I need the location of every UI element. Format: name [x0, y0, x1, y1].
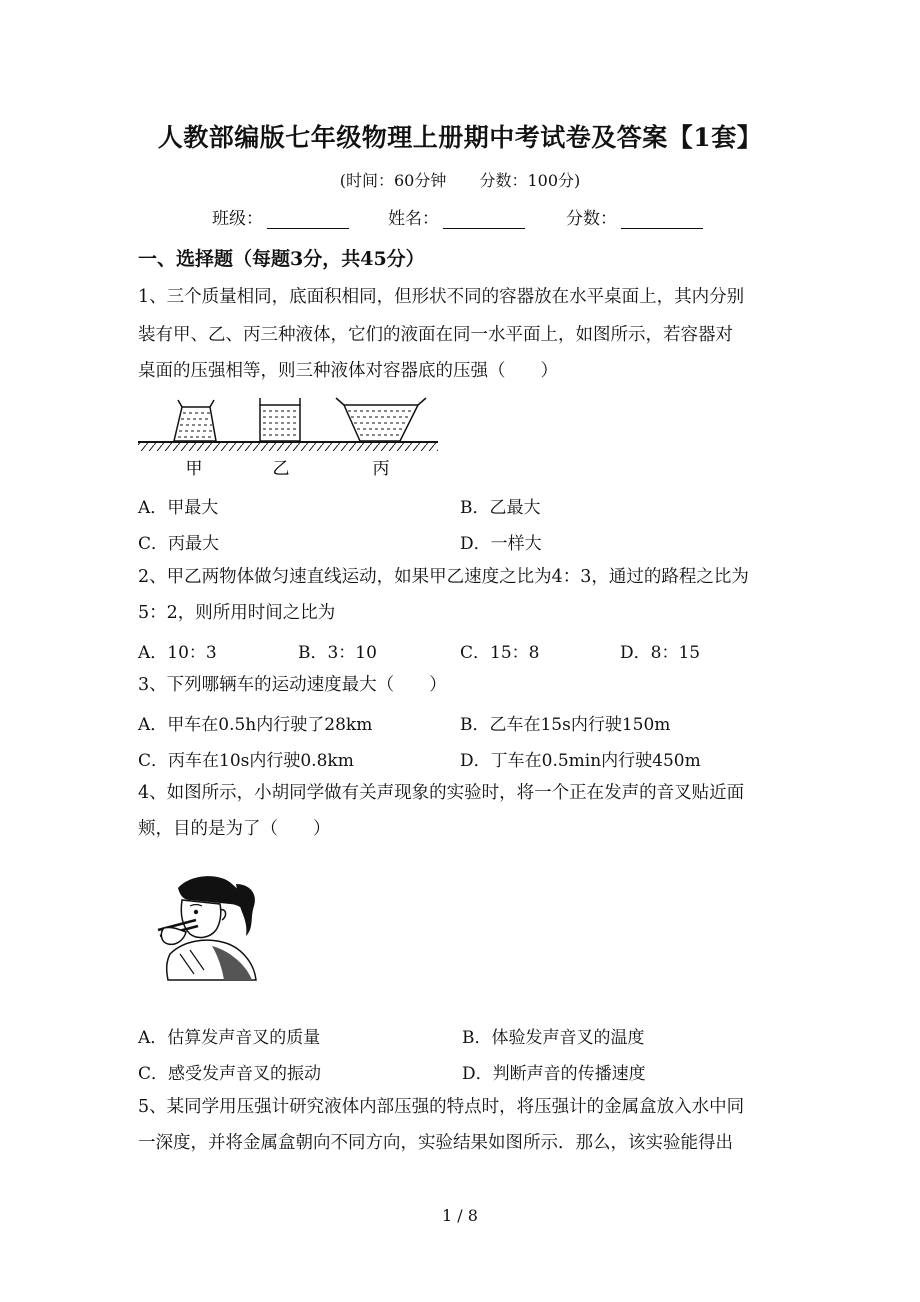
q2-line: 2、甲乙两物体做匀速直线运动，如果甲乙速度之比为4：3，通过的路程之比为: [138, 567, 749, 587]
name-field[interactable]: [388, 204, 525, 229]
tuning-fork-figure: [150, 870, 260, 985]
name-blank[interactable]: [443, 210, 525, 229]
exam-score: 分数：100分): [479, 171, 581, 190]
score-blank[interactable]: [621, 210, 703, 229]
q4-option-b[interactable]: B．体验发声音叉的温度: [462, 1028, 645, 1048]
ground-hatch: [138, 443, 438, 451]
ponytail-shape: [236, 884, 255, 936]
figure-label-yi: 乙: [272, 459, 290, 479]
page-number: 1 / 8: [442, 1206, 478, 1225]
name-label: 姓名：: [388, 209, 439, 229]
q5-line: 5、某同学用压强计研究液体内部压强的特点时，将压强计的金属盒放入水中同: [138, 1097, 745, 1117]
score-field[interactable]: [566, 204, 703, 229]
q1-option-b[interactable]: B．乙最大: [460, 498, 541, 518]
q4-line: 4、如图所示，小胡同学做有关声现象的实验时，将一个正在发声的音叉贴近面: [138, 783, 745, 803]
q3-option-a[interactable]: A．甲车在0.5h内行驶了28km: [138, 715, 373, 735]
q1-option-a[interactable]: A．甲最大: [138, 498, 219, 518]
containers-figure: [138, 395, 438, 480]
container-bing: [336, 398, 426, 441]
q3-line: 3、下列哪辆车的运动速度最大（ ）: [138, 675, 447, 695]
exam-meta: [0, 168, 920, 191]
q4-option-d[interactable]: D．判断声音的传播速度: [462, 1064, 646, 1084]
q5-line: 一深度，并将金属盒朝向不同方向，实验结果如图所示．那么，该实验能得出: [138, 1133, 733, 1153]
q1-line: 装有甲、乙、丙三种液体，它们的液面在同一水平面上，如图所示，若容器对: [138, 325, 733, 345]
q1-option-d[interactable]: D．一样大: [460, 534, 542, 554]
q4-option-c[interactable]: C．感受发声音叉的振动: [138, 1064, 322, 1084]
exam-time: (时间：60分钟: [339, 171, 447, 190]
figure-label-jia: 甲: [185, 459, 203, 479]
page-title: 人教部编版七年级物理上册期中考试卷及答案【1套】: [157, 123, 763, 152]
q3-option-c[interactable]: C．丙车在10s内行驶0.8km: [138, 751, 354, 771]
container-jia: [174, 400, 216, 441]
q2-option-d[interactable]: D．8：15: [620, 643, 701, 663]
eye-icon: [194, 910, 198, 914]
q3-option-d[interactable]: D．丁车在0.5min内行驶450m: [460, 751, 701, 771]
q4-line: 颊，目的是为了（ ）: [138, 819, 331, 839]
q4-option-a[interactable]: A．估算发声音叉的质量: [138, 1028, 321, 1048]
q1-line: 1、三个质量相同，底面积相同，但形状不同的容器放在水平桌面上，其内分别: [138, 287, 745, 307]
q2-option-b[interactable]: B．3：10: [298, 643, 377, 663]
q2-line: 5：2，则所用时间之比为: [138, 603, 336, 623]
section-title: 一、选择题（每题3分，共45分）: [138, 248, 425, 270]
q1-line: 桌面的压强相等，则三种液体对容器底的压强（ ）: [138, 361, 558, 381]
class-label: 班级：: [212, 209, 263, 229]
figure-label-bing: 丙: [372, 459, 390, 479]
score-label: 分数：: [566, 209, 617, 229]
q1-option-c[interactable]: C．丙最大: [138, 534, 220, 554]
q2-option-a[interactable]: A．10：3: [138, 643, 217, 663]
q3-option-b[interactable]: B．乙车在15s内行驶150m: [460, 715, 671, 735]
q2-option-c[interactable]: C．15：8: [460, 643, 540, 663]
container-yi: [260, 398, 300, 441]
class-blank[interactable]: [267, 210, 349, 229]
hand-shape: [161, 927, 186, 944]
class-field[interactable]: [212, 204, 349, 229]
